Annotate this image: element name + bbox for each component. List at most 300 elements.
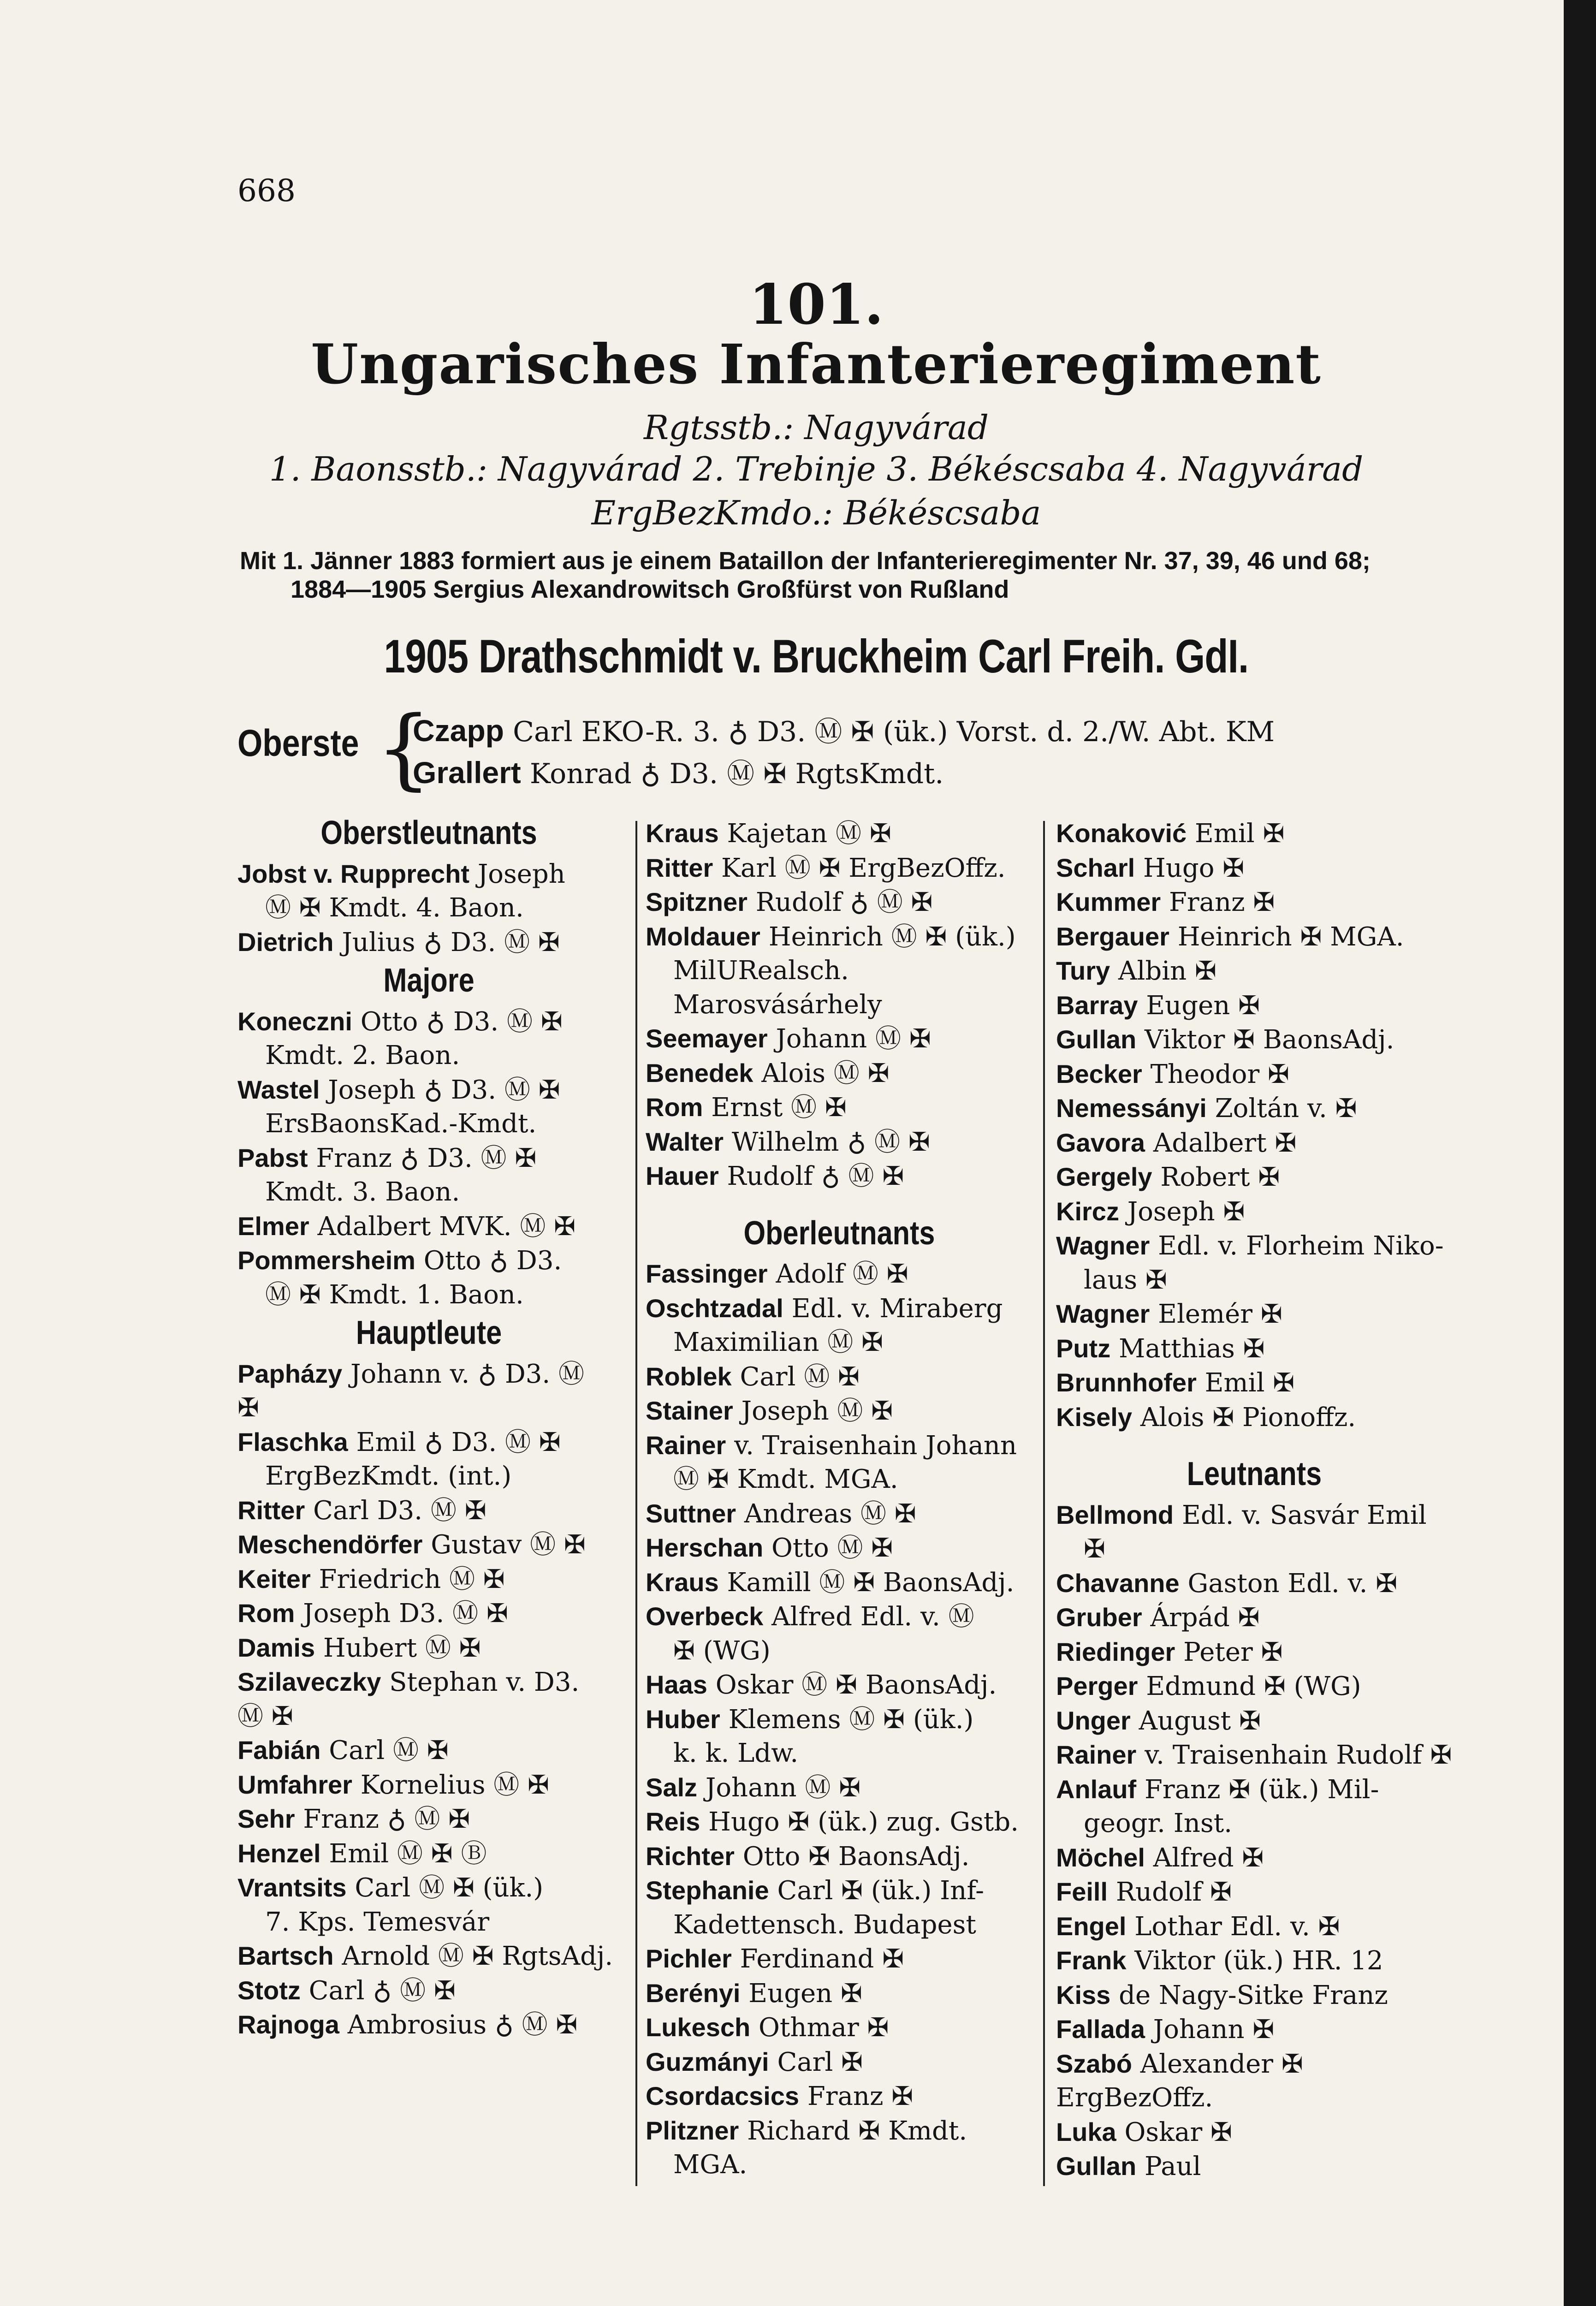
list-item	[646, 920, 1033, 954]
list-item	[1056, 1400, 1453, 1435]
entry-details: Emil ♁ D3. Ⓜ ✠	[356, 1427, 561, 1457]
list-item	[1056, 1772, 1453, 1807]
entry-details: Franz ✠	[1169, 887, 1275, 917]
entry-details: Arnold Ⓜ ✠ RgtsAdj.	[342, 1941, 613, 1971]
list-item	[1056, 1875, 1453, 1909]
list-item	[237, 1596, 620, 1631]
column-3	[1056, 816, 1453, 2184]
entry-details: Emil ✠	[1204, 1368, 1295, 1398]
list-item	[237, 2008, 620, 2042]
section-heading: Hauptleute	[356, 1314, 502, 1351]
list-item	[1056, 1297, 1453, 1331]
entry-name: Gruber	[1056, 1603, 1142, 1632]
entry-name: Rom	[237, 1599, 295, 1628]
entry-details: Rudolf ♁ Ⓜ ✠	[727, 1161, 904, 1191]
column-divider	[1043, 821, 1045, 2186]
entry-details: Carl ♁ Ⓜ ✠	[309, 1975, 456, 2006]
entry-details: Johann ✠	[1153, 2015, 1275, 2044]
entry-name: Meschendörfer	[237, 1530, 423, 1559]
list-item	[646, 2114, 1033, 2148]
entry-name: Möchel	[1056, 1842, 1145, 1872]
entry-details: Kadettensch. Budapest	[673, 1909, 976, 1940]
entry-name: Rajnoga	[237, 2010, 339, 2039]
list-item	[646, 1976, 1033, 2011]
list-item	[1056, 1704, 1453, 1738]
entry-name: Riedinger	[1056, 1637, 1175, 1666]
entry-name: Pabst	[237, 1143, 308, 1172]
entry-details: Franz ♁ D3. Ⓜ ✠	[316, 1143, 537, 1173]
list-item	[237, 1527, 620, 1562]
list-item	[646, 2148, 1033, 2182]
entry-details: Carl Ⓜ ✠ (ük.)	[355, 1873, 544, 1903]
list-item	[1056, 1738, 1453, 1772]
list-item	[237, 1175, 620, 1209]
entry-details: ✠	[1084, 1534, 1105, 1564]
entry-details: Ambrosius ♁ Ⓜ ✠	[347, 2010, 578, 2040]
entry-details: Rudolf ✠	[1115, 1877, 1232, 1907]
entry-name: Papházy	[237, 1359, 343, 1388]
list-item	[237, 1278, 620, 1312]
entry-name: Szabó	[1056, 2049, 1132, 2078]
entry-name: Scharl	[1056, 853, 1135, 882]
entry-details: Carl ✠ (ük.) Inf-	[777, 1876, 985, 1906]
entry-details: Zoltán v. ✠	[1215, 1094, 1357, 1123]
section-heading: Majore	[383, 962, 475, 999]
entry-details: Carl D3. Ⓜ ✠	[313, 1495, 487, 1526]
entry-name: Kummer	[1056, 887, 1161, 916]
entry-details: ✠	[237, 1393, 259, 1423]
entry-details: Wilhelm ♁ Ⓜ ✠	[731, 1127, 930, 1157]
list-item	[646, 1360, 1033, 1394]
entry-details: Karl Ⓜ ✠ ErgBezOffz.	[721, 853, 1006, 883]
entry-name: Ritter	[237, 1495, 305, 1525]
entry-name: Kiss	[1056, 1980, 1111, 2009]
entry-name: Herschan	[646, 1533, 764, 1562]
list-item	[237, 857, 620, 891]
list-item	[237, 1039, 620, 1073]
entry-name: Lukesch	[646, 2013, 751, 2042]
list-item	[646, 1090, 1033, 1125]
list-item	[1056, 1532, 1453, 1566]
list-item	[1056, 2047, 1453, 2115]
list-item	[237, 1357, 620, 1391]
page-number: 668	[237, 173, 296, 208]
entry-name: Barray	[1056, 990, 1138, 1020]
entry-name: Pommersheim	[237, 1246, 415, 1275]
entry-name: Ritter	[646, 853, 713, 882]
entry-name: Guzmányi	[646, 2047, 769, 2076]
entry-details: Viktor ✠ BaonsAdj.	[1145, 1025, 1394, 1055]
entry-details: Paul	[1145, 2151, 1201, 2181]
entry-details: MGA.	[673, 2150, 748, 2180]
entry-name: Gullan	[1056, 1025, 1137, 1054]
entry-name: Flaschka	[237, 1427, 348, 1456]
section-heading: Oberstleutnants	[320, 814, 537, 851]
list-item	[646, 1428, 1033, 1463]
entry-name: Reis	[646, 1807, 700, 1836]
entry-details: Franz ✠	[807, 2081, 914, 2111]
entry-name: Gullan	[1056, 2151, 1137, 2181]
list-item	[237, 891, 620, 925]
entry-details: August ✠	[1139, 1706, 1261, 1736]
list-item	[1056, 1669, 1453, 1704]
list-item	[1056, 1635, 1453, 1670]
entry-name: Keiter	[237, 1564, 311, 1593]
entry-details: Gaston Edl. v. ✠	[1187, 1568, 1398, 1599]
entry-name: Tury	[1056, 956, 1110, 985]
spacer	[646, 1194, 1033, 1212]
list-item	[237, 1459, 620, 1493]
entry-details: Carl Ⓜ ✠	[740, 1361, 860, 1392]
entry-details: Kmdt. 2. Baon.	[265, 1040, 460, 1070]
entry-details: Joseph Ⓜ ✠	[741, 1396, 893, 1426]
list-item	[646, 1497, 1033, 1531]
entry-name: Grallert	[413, 755, 521, 790]
column-1	[237, 816, 620, 2042]
staff-line-1: Rgtsstb.: Nagyvárad	[644, 408, 989, 447]
entry-details: Konrad ♁ D3. Ⓜ ✠ RgtsKmdt.	[529, 758, 944, 790]
list-item	[237, 1004, 620, 1039]
list-item	[237, 1425, 620, 1460]
list-item	[1056, 2149, 1453, 2184]
entry-name: Engel	[1056, 1911, 1127, 1941]
list-item	[237, 1700, 620, 1734]
entry-name: Umfahrer	[237, 1770, 352, 1799]
entry-name: Pichler	[646, 1944, 732, 1973]
entry-details: Kajetan Ⓜ ✠	[727, 819, 891, 849]
section-heading: Oberleutnants	[743, 1214, 935, 1252]
entry-details: Hugo ✠ (ük.) zug. Gstb.	[708, 1807, 1019, 1837]
list-item	[237, 1768, 620, 1802]
list-item	[646, 1159, 1033, 1194]
list-item	[646, 2010, 1033, 2045]
entry-details: 7. Kps. Temesvár	[265, 1907, 490, 1937]
entry-details: laus ✠	[1084, 1265, 1167, 1295]
list-item	[1056, 1229, 1453, 1263]
list-item	[237, 1391, 620, 1425]
entry-name: Becker	[1056, 1059, 1142, 1088]
entry-name: Nemessányi	[1056, 1094, 1207, 1123]
list-item	[1056, 1807, 1453, 1841]
list-item	[1056, 1057, 1453, 1092]
entry-details: Ⓜ ✠ Kmdt. MGA.	[673, 1464, 898, 1494]
entry-name: Salz	[646, 1772, 698, 1802]
list-item	[237, 1493, 620, 1528]
entry-name: Chavanne	[1056, 1568, 1180, 1598]
entry-details: Julius ♁ D3. Ⓜ ✠	[342, 927, 560, 957]
entry-name: Brunnhofer	[1056, 1368, 1197, 1397]
entry-details: Kmdt. 3. Baon.	[265, 1177, 460, 1207]
entry-details: ErgBezKmdt. (int.)	[265, 1461, 512, 1491]
history-line: Mit 1. Jänner 1883 formiert aus je einem Bataillon der Infanterieregimenter Nr. 37, 39, 46 und 68;	[240, 547, 1371, 575]
list-item	[1056, 1366, 1453, 1400]
list-item	[237, 1905, 620, 1939]
entry-name: Wagner	[1056, 1299, 1150, 1328]
entry-name: Vrantsits	[237, 1873, 347, 1902]
entry-name: Sehr	[237, 1804, 295, 1833]
entry-name: Oschtzadal	[646, 1293, 783, 1323]
list-item	[646, 1736, 1033, 1771]
entry-details: Theodor ✠	[1150, 1059, 1289, 1089]
entry-details: k. k. Ldw.	[673, 1738, 799, 1768]
list-item	[1056, 920, 1453, 954]
list-item	[646, 1771, 1033, 1805]
list-item	[646, 1022, 1033, 1056]
entry-name: Fabián	[237, 1735, 321, 1765]
oberste-list	[413, 710, 1275, 794]
list-item	[237, 925, 620, 960]
entry-name: Rom	[646, 1093, 703, 1122]
entry-details: MilURealsch. Marosvásárhely	[673, 956, 882, 1020]
list-item	[646, 2079, 1033, 2114]
entry-details: Joseph ✠	[1127, 1196, 1245, 1227]
regiment-history	[240, 547, 1420, 604]
list-item	[413, 752, 1275, 794]
entry-name: Suttner	[646, 1498, 736, 1528]
column-2	[646, 816, 1033, 2182]
entry-name: Konaković	[1056, 819, 1187, 848]
list-item	[646, 1056, 1033, 1091]
entry-details: Franz ✠ (ük.) Mil-	[1145, 1774, 1379, 1805]
entry-name: Bergauer	[1056, 921, 1169, 951]
entry-details: Robert ✠	[1160, 1162, 1280, 1192]
entry-details: Eugen ✠	[1146, 990, 1260, 1021]
list-item	[1056, 1126, 1453, 1160]
list-item	[237, 1665, 620, 1700]
scan-edge	[1564, 0, 1596, 2306]
entry-name: Stotz	[237, 1975, 301, 2005]
list-item	[1056, 1331, 1453, 1366]
entry-details: Johann v. ♁ D3. Ⓜ	[350, 1359, 585, 1389]
entry-details: Eugen ✠	[748, 1978, 862, 2009]
entry-name: Plitzner	[646, 2116, 739, 2145]
entry-details: Otto ♁ D3.	[423, 1246, 562, 1276]
entry-name: Damis	[237, 1633, 315, 1662]
regiment-name: Ungarisches Infanterieregiment	[311, 332, 1322, 396]
entry-name: Spitzner	[646, 887, 748, 916]
entry-name: Walter	[646, 1127, 724, 1156]
entry-details: Carl ✠	[777, 2047, 863, 2077]
list-item	[1056, 851, 1453, 886]
entry-name: Dietrich	[237, 927, 334, 957]
list-item	[646, 1462, 1033, 1497]
list-item	[237, 1631, 620, 1665]
list-item	[646, 1531, 1033, 1565]
list-item	[1056, 1195, 1453, 1229]
list-item	[1056, 954, 1453, 988]
list-item	[646, 1291, 1033, 1326]
entry-name: Kisely	[1056, 1402, 1132, 1432]
entry-name: Kraus	[646, 1567, 719, 1597]
list-item	[1056, 988, 1453, 1023]
entry-name: Seemayer	[646, 1024, 768, 1053]
entry-name: Anlauf	[1056, 1774, 1137, 1804]
entry-details: Joseph	[477, 859, 565, 889]
entry-details: Otto ✠ BaonsAdj.	[742, 1841, 970, 1872]
entry-details: Heinrich Ⓜ ✠ (ük.)	[768, 921, 1016, 952]
entry-name: Koneczni	[237, 1006, 352, 1036]
entry-details: v. Traisenhain Johann	[734, 1430, 1017, 1461]
list-item	[646, 1942, 1033, 1976]
entry-details: Elemér ✠	[1158, 1299, 1282, 1329]
entry-details: Árpád ✠	[1150, 1603, 1260, 1633]
entry-name: Roblek	[646, 1361, 732, 1391]
entry-details: Ⓜ ✠	[237, 1701, 293, 1731]
entry-name: Unger	[1056, 1706, 1131, 1735]
entry-details: Alfred Edl. v. Ⓜ	[771, 1602, 974, 1632]
regiment-owner: 1905 Drathschmidt v. Bruckheim Carl Freih. GdI.	[384, 630, 1249, 683]
entry-details: Emil ✠	[1195, 819, 1285, 849]
entry-details: Alexander ✠ ErgBezOffz.	[1056, 2049, 1303, 2113]
entry-name: Gavora	[1056, 1128, 1145, 1157]
list-item	[237, 1939, 620, 1973]
entry-details: Oskar Ⓜ ✠ BaonsAdj.	[715, 1670, 997, 1700]
entry-details: Othmar ✠	[759, 2013, 889, 2043]
list-item	[646, 816, 1033, 851]
entry-details: Rudolf ♁ Ⓜ ✠	[755, 887, 933, 917]
list-item	[646, 1634, 1033, 1668]
entry-name: Huber	[646, 1704, 720, 1734]
entry-details: Adolf Ⓜ ✠	[776, 1259, 908, 1289]
entry-name: Czapp	[413, 713, 504, 748]
entry-details: Johann Ⓜ ✠	[776, 1024, 931, 1054]
list-item	[237, 1243, 620, 1278]
list-item	[237, 1802, 620, 1836]
list-item	[1056, 1566, 1453, 1601]
entry-details: Peter ✠	[1183, 1637, 1283, 1667]
entry-details: v. Traisenhain Rudolf ✠	[1145, 1740, 1452, 1770]
entry-name: Hauer	[646, 1161, 719, 1190]
entry-details: Gustav Ⓜ ✠	[431, 1530, 586, 1560]
list-item	[237, 1973, 620, 2008]
entry-details: Carl EKO-R. 3. ♁ D3. Ⓜ ✠ (ük.) Vorst. d. 2./W. Abt. KM	[513, 716, 1275, 748]
entry-details: Friedrich Ⓜ ✠	[319, 1564, 505, 1594]
regiment-number: 101.	[748, 272, 884, 337]
entry-details: Johann Ⓜ ✠	[705, 1772, 861, 1803]
list-item	[237, 1733, 620, 1768]
list-item	[1056, 816, 1453, 851]
entry-details: Emil Ⓜ ✠ Ⓑ	[329, 1838, 487, 1869]
entry-name: Overbeck	[646, 1602, 764, 1631]
entry-details: Maximilian Ⓜ ✠	[673, 1327, 884, 1357]
entry-name: Gergely	[1056, 1162, 1152, 1191]
entry-details: Franz ♁ Ⓜ ✠	[303, 1804, 470, 1834]
entry-name: Wastel	[237, 1075, 320, 1104]
entry-details: Viktor (ük.) HR. 12	[1134, 1946, 1383, 1976]
entry-name: Berényi	[646, 1978, 741, 2008]
list-item	[1056, 2115, 1453, 2150]
list-item	[646, 1394, 1033, 1428]
entry-name: Feill	[1056, 1877, 1108, 1906]
entry-name: Fassinger	[646, 1259, 768, 1288]
list-item	[646, 1599, 1033, 1634]
history-line: 1884—1905 Sergius Alexandrowitsch Großfürst von Rußland	[291, 576, 1009, 603]
section-heading: Leutnants	[1187, 1456, 1322, 1492]
list-item	[646, 1839, 1033, 1874]
entry-details: de Nagy-Sitke Franz	[1119, 1980, 1388, 2010]
entry-details: Albin ✠	[1118, 956, 1216, 986]
entry-details: Lothar Edl. v. ✠	[1134, 1911, 1340, 1942]
entry-details: Ⓜ ✠ Kmdt. 4. Baon.	[265, 893, 524, 923]
staff-line-2: 1. Baonsstb.: Nagyvárad 2. Trebinje 3. Békéscsaba 4. Nagyvárad	[269, 450, 1364, 488]
entry-name: Henzel	[237, 1838, 321, 1868]
entry-details: geogr. Inst.	[1084, 1808, 1232, 1838]
list-item	[646, 1908, 1033, 1942]
entry-name: Kircz	[1056, 1196, 1119, 1226]
entry-name: Haas	[646, 1670, 707, 1699]
list-item	[646, 1668, 1033, 1702]
list-item	[237, 1209, 620, 1244]
list-item	[237, 1562, 620, 1597]
entry-name: Rainer	[646, 1430, 726, 1460]
entry-name: Jobst v. Rupprecht	[237, 859, 470, 888]
entry-details: Ferdinand ✠	[740, 1944, 904, 1974]
list-item	[646, 1125, 1033, 1159]
entry-details: Richard ✠ Kmdt.	[747, 2116, 967, 2146]
entry-details: Otto ♁ D3. Ⓜ ✠	[360, 1006, 563, 1037]
entry-details: Andreas Ⓜ ✠	[744, 1498, 916, 1529]
entry-name: Putz	[1056, 1333, 1111, 1363]
entry-details: Joseph D3. Ⓜ ✠	[303, 1599, 508, 1628]
list-item	[237, 1836, 620, 1871]
entry-details: Ⓜ ✠ Kmdt. 1. Baon.	[265, 1279, 524, 1310]
entry-details: Carl Ⓜ ✠	[329, 1735, 449, 1765]
entry-name: Benedek	[646, 1058, 754, 1088]
list-item	[646, 851, 1033, 886]
entry-details: Kamill Ⓜ ✠ BaonsAdj.	[727, 1567, 1015, 1598]
entry-details: Kornelius Ⓜ ✠	[360, 1770, 549, 1800]
entry-details: Ernst Ⓜ ✠	[711, 1093, 847, 1123]
entry-details: Joseph ♁ D3. Ⓜ ✠	[328, 1075, 560, 1105]
entry-details: ✠ (WG)	[673, 1635, 771, 1666]
entry-name: Luka	[1056, 2117, 1116, 2146]
entry-details: Hubert Ⓜ ✠	[323, 1633, 481, 1663]
list-item	[646, 1257, 1033, 1291]
list-item	[646, 1325, 1033, 1360]
entry-name: Szilaveczky	[237, 1667, 381, 1696]
list-item	[646, 954, 1033, 1022]
entry-details: Adalbert MVK. Ⓜ ✠	[317, 1211, 576, 1242]
entry-name: Csordacsics	[646, 2081, 800, 2110]
list-item	[237, 1141, 620, 1176]
entry-details: Alois Ⓜ ✠	[761, 1058, 890, 1088]
list-item	[646, 885, 1033, 920]
list-item	[646, 1805, 1033, 1839]
entry-name: Richter	[646, 1841, 735, 1871]
spacer	[1056, 1434, 1453, 1453]
entry-details: Alois ✠ Pionoffz.	[1140, 1402, 1356, 1432]
entry-name: Fallada	[1056, 2015, 1145, 2044]
list-item	[1056, 1160, 1453, 1195]
entry-details: Edl. v. Miraberg	[791, 1293, 1003, 1324]
entry-details: Matthias ✠	[1119, 1333, 1265, 1364]
list-item	[1056, 1091, 1453, 1126]
entry-details: Oskar ✠	[1124, 2117, 1232, 2147]
list-item	[1056, 1909, 1453, 1944]
list-item	[646, 1702, 1033, 1737]
entry-name: Wagner	[1056, 1231, 1150, 1260]
list-item	[646, 1565, 1033, 1600]
entry-name: Rainer	[1056, 1740, 1137, 1769]
entry-details: Otto Ⓜ ✠	[771, 1533, 893, 1563]
entry-details: Heinrich ✠ MGA.	[1177, 921, 1404, 952]
entry-name: Moldauer	[646, 921, 760, 951]
list-item	[1056, 2012, 1453, 2047]
list-item	[1056, 1600, 1453, 1635]
entry-details: Hugo ✠	[1143, 853, 1245, 883]
list-item	[646, 1873, 1033, 1908]
brace-symbol: {	[376, 697, 432, 799]
